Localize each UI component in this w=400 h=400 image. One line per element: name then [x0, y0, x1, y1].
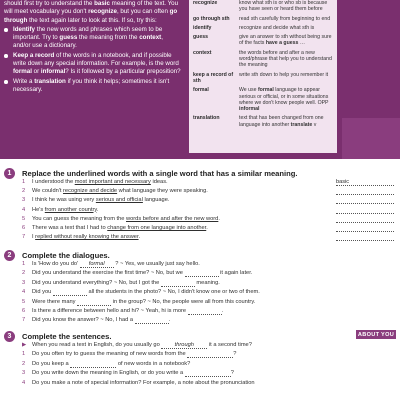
- exercise-3-title: Complete the sentences.: [22, 332, 112, 341]
- blank-field[interactable]: [70, 361, 116, 368]
- sentence-text: There was a text that I had to: [32, 225, 108, 231]
- glossary-entry: [193, 16, 333, 22]
- item-number: 6: [22, 308, 26, 314]
- glossary-entry: [193, 0, 333, 13]
- sentence-text: .: [168, 317, 171, 324]
- glossary-definition: [239, 50, 333, 69]
- tip-run: formal: [13, 68, 32, 76]
- sentence-text: When you read a text in English, do you usually go: [32, 342, 162, 348]
- decorative-corner: [342, 118, 400, 159]
- tip-run: if you think it helps; sometimes it isn't necessary.: [13, 77, 170, 93]
- tips-list: [4, 26, 181, 94]
- exercise-2-title: Complete the dialogues.: [22, 251, 110, 260]
- definition-run: We use: [239, 87, 258, 94]
- sentence-text: Were there many: [32, 298, 78, 305]
- sentence-text: .: [218, 215, 220, 222]
- sentence-text: We couldn't: [32, 188, 64, 195]
- exercise-2-item: [22, 280, 220, 287]
- sentence-text: I think he was using very: [32, 197, 96, 204]
- item-number: 3: [22, 279, 26, 286]
- tip-run: of the words in a notebook, and if possible write down any special information. For example, is the word: [13, 51, 179, 68]
- exercise-3-number: 3: [4, 331, 15, 342]
- sentence-text: .: [138, 234, 141, 241]
- intro-run: go through: [4, 8, 178, 24]
- glossary-definition: [239, 34, 333, 47]
- glossary-definition: [239, 25, 333, 31]
- definition-run: give an answer to sth without being sure of the facts: [239, 34, 332, 47]
- item-number: 4: [22, 379, 26, 386]
- item-number: 2: [22, 188, 26, 195]
- tip-item: [4, 26, 181, 51]
- tip-run: informal: [40, 68, 66, 76]
- tip-run: or: [31, 68, 41, 76]
- glossary-definition: [239, 0, 333, 13]
- glossary-panel: [189, 0, 337, 153]
- sentence-text: Do you keep a: [32, 360, 71, 367]
- exercise-3-item: [22, 380, 255, 387]
- item-number: 7: [22, 317, 26, 324]
- item-number: 4: [22, 206, 26, 213]
- sentence-text: .: [96, 206, 99, 213]
- reading-tips-panel: [0, 0, 185, 159]
- tip-run: guess: [59, 34, 78, 42]
- underlined-phrase: most important and necessary: [74, 179, 151, 185]
- exercise-3-item: [22, 351, 236, 358]
- exercise-1-item: [22, 197, 169, 204]
- sentence-text: all the students in the photo? ~ No, I didn't know one or two of them.: [86, 289, 260, 296]
- sentence-text: language.: [142, 197, 170, 204]
- tip-run: , and/or use a dictionary.: [13, 34, 163, 50]
- exercise-2-item: [22, 317, 170, 324]
- sentence-text: it again later.: [218, 270, 253, 277]
- blank-field[interactable]: [185, 370, 231, 377]
- item-number: 6: [22, 225, 26, 231]
- sentence-text: Do you make a note of special information? For example, a note about the pronunciation: [32, 379, 255, 386]
- item-number: 3: [22, 197, 26, 204]
- tip-item: [4, 78, 181, 95]
- item-number: 2: [22, 270, 26, 277]
- exercise-1-item: [22, 225, 208, 232]
- glossary-term: recognize: [193, 0, 218, 6]
- glossary-entry: [193, 50, 333, 69]
- tip-run: ? Is it followed by a particular preposition?: [65, 68, 181, 76]
- answer-line[interactable]: basic: [336, 179, 394, 186]
- answer-line[interactable]: [336, 225, 394, 232]
- definition-run: write sth down to help you remember it: [239, 71, 329, 78]
- exercise-3-item: [22, 361, 190, 368]
- sentence-text: I: [32, 234, 36, 241]
- glossary-entry: [193, 72, 333, 85]
- glossary-definition: [239, 115, 333, 128]
- item-number: 5: [22, 298, 26, 305]
- exercise-1-item: [22, 188, 208, 195]
- sentence-text: Do you write down the meaning in English, or do you write a: [32, 370, 185, 377]
- exercise-2-item: [22, 270, 252, 277]
- glossary-definition: [239, 87, 333, 112]
- sentence-text: ? ~ Yes, we usually just say hello.: [113, 261, 200, 267]
- glossary-entry: [193, 34, 333, 47]
- glossary-term: translation: [193, 115, 220, 122]
- answer-line[interactable]: [336, 207, 394, 214]
- definition-run: know what sth is or who sb is because you have seen or heard them before: [239, 0, 328, 13]
- item-number: 1: [22, 261, 26, 267]
- blank-field[interactable]: [187, 351, 233, 358]
- glossary-term: keep a record of sth: [193, 71, 234, 84]
- exercise-2-item: [22, 299, 255, 306]
- glossary-definition: [239, 16, 333, 22]
- sentence-text: Is there a difference between hello and hi? ~ Yeah, hi is more: [32, 308, 188, 314]
- item-number: 1: [22, 179, 26, 185]
- definition-run: text that has been changed from one language into another: [239, 115, 324, 128]
- exercise-1-item: [22, 179, 168, 186]
- sentence-text: Is 'How do you do': [32, 261, 80, 267]
- intro-run: recognize: [88, 8, 117, 16]
- sentence-text: Did you know the answer? ~ No, I had a: [32, 317, 135, 324]
- answer-line[interactable]: [336, 197, 394, 204]
- definition-run: read sth carefully from beginning to end: [239, 15, 331, 22]
- about-you-badge: ABOUT YOU: [357, 331, 395, 338]
- tip-run: context: [139, 34, 162, 42]
- intro-run: , but you can often: [116, 8, 170, 16]
- glossary-entry: [193, 115, 333, 128]
- sentence-text: what language they were speaking.: [117, 188, 208, 195]
- underlined-phrase: from another country: [44, 206, 97, 213]
- definition-run: language to appear serious or official, or in some situations where we don't know people well.: [239, 87, 329, 106]
- definition-run: informal: [239, 106, 260, 113]
- glossary-term: go through sth: [193, 15, 230, 22]
- sentence-text: of new words in a notebook?: [116, 360, 191, 367]
- definition-run: …: [298, 40, 306, 47]
- blank-field[interactable]: [53, 289, 87, 296]
- intro-text: [4, 0, 181, 25]
- intro-run: meaning of the text. You will meet vocabulary you don't: [4, 0, 179, 16]
- exercise-2-item: [22, 308, 223, 315]
- tip-run: Keep a record: [13, 51, 55, 59]
- glossary-entry: [193, 25, 333, 31]
- glossary-term: guess: [193, 34, 208, 41]
- tip-run: Identify: [13, 25, 36, 33]
- glossary-definition: [239, 72, 333, 85]
- tip-run: Write a: [13, 77, 35, 85]
- item-number: 3: [22, 370, 26, 377]
- exercise-2-item: [22, 261, 200, 268]
- sentence-text: ?: [233, 351, 237, 358]
- sentence-text: You can guess the meaning from the: [32, 215, 127, 222]
- blank-field[interactable]: [77, 299, 111, 306]
- tip-run: the meaning from the: [77, 34, 140, 42]
- exercise-2-item: [22, 289, 260, 296]
- definition-run: recognize and decide what sth is: [239, 24, 315, 31]
- definition-run: translate: [290, 121, 313, 128]
- exercise-2-number: 2: [4, 250, 15, 261]
- answer-line[interactable]: [336, 216, 394, 223]
- exercise-1-item: [22, 216, 220, 223]
- definition-run: formal: [257, 87, 274, 94]
- item-number: 4: [22, 289, 26, 296]
- item-number: 5: [22, 215, 26, 222]
- underlined-phrase: recognize and decide: [63, 188, 118, 195]
- sentence-text: He's: [32, 206, 45, 213]
- exercise-1-title: Replace the underlined words with a single word that has a similar meaning.: [22, 169, 298, 178]
- exercise-1-item: [22, 234, 140, 241]
- tip-run: translation: [34, 77, 66, 85]
- tip-item: [4, 52, 181, 77]
- sentence-text: ?: [230, 370, 234, 377]
- exercise-1-item: [22, 207, 98, 214]
- blank-field[interactable]: formal: [80, 261, 114, 268]
- sentence-text: .: [206, 225, 208, 231]
- glossary-term: context: [193, 49, 212, 56]
- item-number: ▶: [22, 342, 27, 348]
- sentence-text: I understood the: [32, 179, 75, 185]
- blank-field[interactable]: through: [161, 342, 207, 349]
- sentence-text: meaning.: [194, 279, 220, 286]
- sentence-text: Did you understand the exercise the first time? ~ No, but we: [32, 270, 185, 277]
- item-number: 7: [22, 234, 26, 241]
- exercise-3-item: [22, 370, 234, 377]
- glossary-term: formal: [193, 87, 209, 94]
- blank-field[interactable]: [135, 317, 169, 324]
- definition-run: v: [312, 121, 317, 128]
- answer-line[interactable]: [336, 234, 394, 241]
- definition-run: have a guess: [265, 40, 299, 47]
- exercise-3-item: [22, 342, 252, 349]
- exercise-1-number: 1: [4, 168, 15, 179]
- underlined-phrase: change from one language into another: [107, 225, 207, 231]
- blank-field[interactable]: [161, 280, 195, 287]
- glossary-entry: [193, 87, 333, 112]
- sentence-text: Do you often try to guess the meaning of new words from the: [32, 351, 188, 358]
- blank-field[interactable]: [185, 270, 219, 277]
- glossary-term: identify: [193, 24, 212, 31]
- item-number: 1: [22, 351, 26, 358]
- underlined-phrase: words before and after the new word: [126, 215, 219, 222]
- sentence-text: Did you understand everything? ~ No, but I got the: [32, 279, 161, 286]
- intro-run: the text again later to look at this. If so, try this:: [27, 16, 157, 24]
- sentence-text: .: [221, 308, 224, 314]
- sentence-text: Did you: [32, 289, 53, 296]
- tip-run: the new words and phrases which seem to be important. Try to: [13, 25, 163, 42]
- definition-run: the words before and after a new word/phrase that help you to understand the meaning: [239, 49, 332, 69]
- definition-run: OPP: [317, 99, 329, 106]
- answer-line[interactable]: [336, 188, 394, 195]
- intro-run: should first try to understand the: [4, 0, 95, 7]
- sentence-text: ideas.: [150, 179, 168, 185]
- blank-field[interactable]: [188, 308, 222, 315]
- sentence-text: it a second time?: [207, 342, 252, 348]
- sentence-text: in the group? ~ No, the people were all from this country.: [111, 298, 256, 305]
- underlined-phrase: replied without really knowing the answer: [35, 234, 139, 241]
- item-number: 2: [22, 360, 26, 367]
- underlined-phrase: serious and official: [95, 197, 143, 204]
- intro-run: basic: [94, 0, 110, 7]
